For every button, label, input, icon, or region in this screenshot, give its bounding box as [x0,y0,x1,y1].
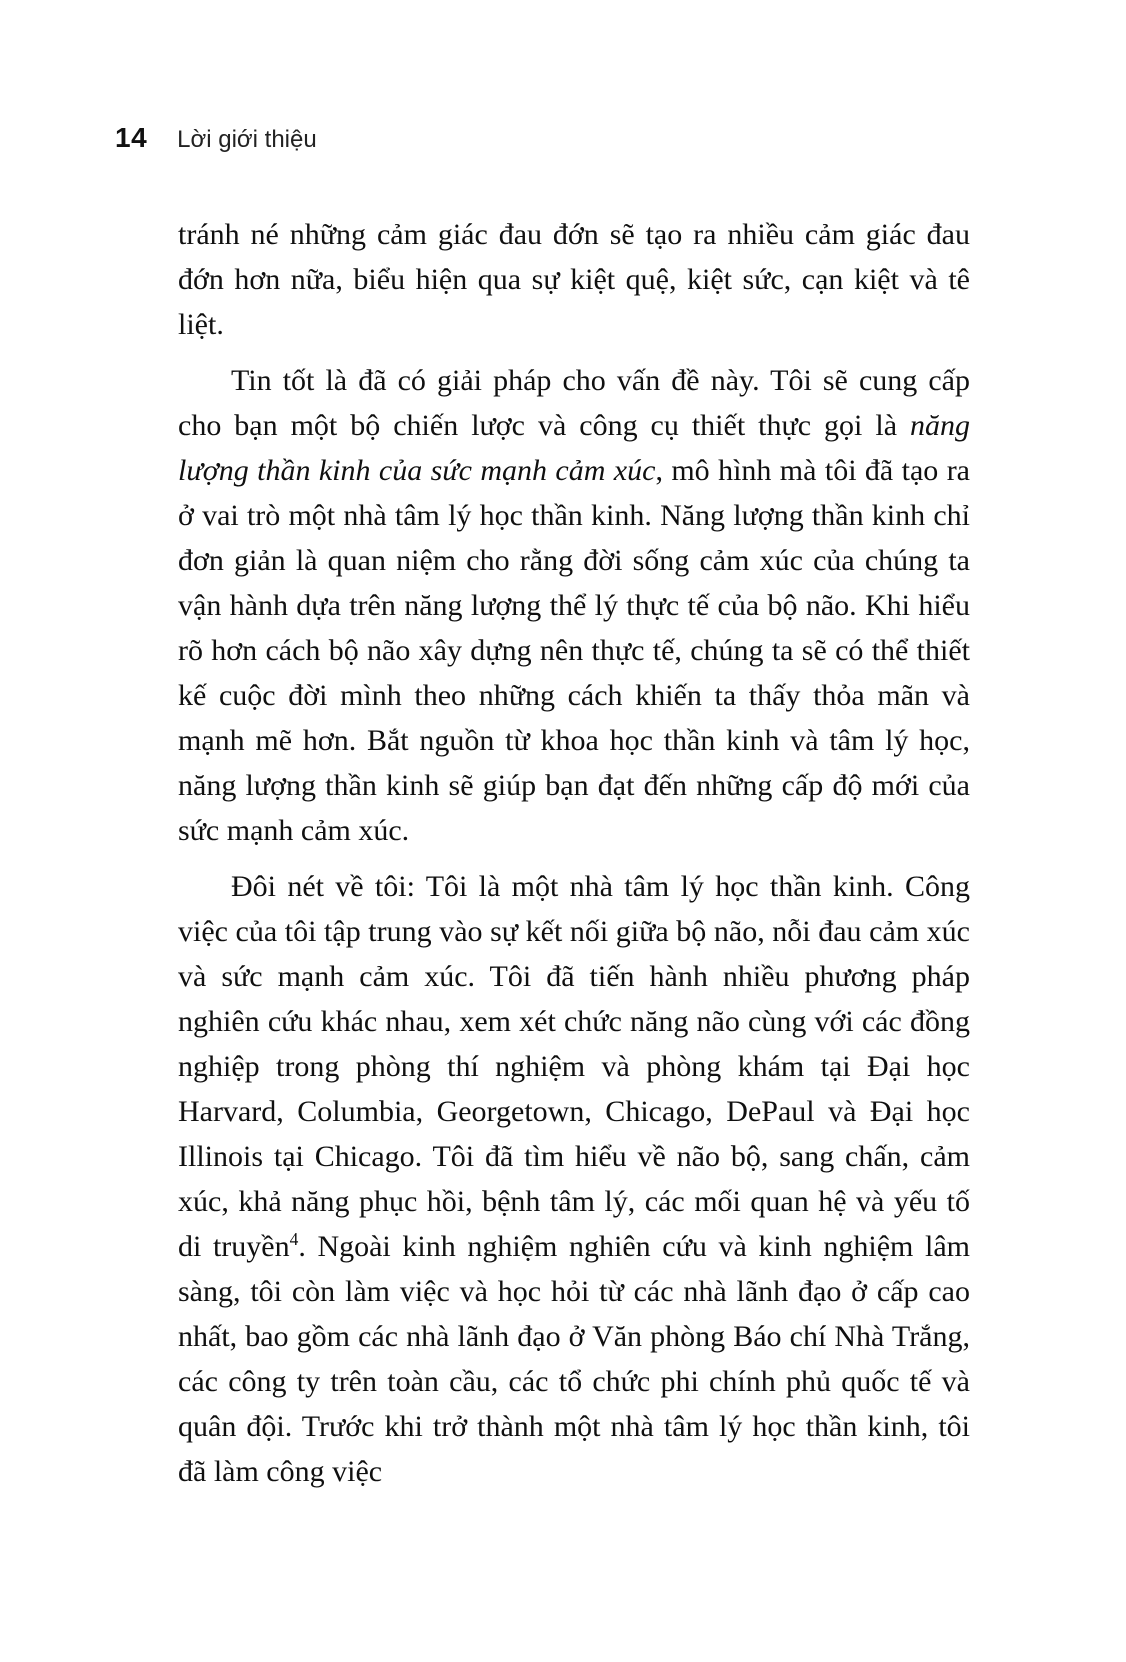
page-number: 14 [115,122,148,153]
body-text [178,212,970,1494]
text-run: . Ngoài kinh nghiệm nghiên cứu và kinh nghiệm lâm sàng, tôi còn làm việc và học hỏi từ các nhà lãnh đạo ở cấp cao nhất, bao gồm các nhà lãnh đạo ở Văn phòng Báo chí Nhà Trắng, các công ty trên toàn cầu, các tổ chức phi chính phủ quốc tế và quân đội. Trước khi trở thành một nhà tâm lý học thần kinh, tôi đã làm công việc [178,1230,970,1488]
paragraph [178,358,970,853]
text-run: Tin tốt là đã có giải pháp cho vấn đề này. Tôi sẽ cung cấp cho bạn một bộ chiến lược và công cụ thiết thực gọi là [178,364,970,442]
text-run: năng lượng thần kinh của sức mạnh cảm xúc [178,409,970,487]
paragraph [178,212,970,347]
text-run: tránh né những cảm giác đau đớn sẽ tạo ra nhiều cảm giác đau đớn hơn nữa, biểu hiện qua sự kiệt quệ, kiệt sức, cạn kiệt và tê liệt. [178,218,970,341]
text-run: , mô hình mà tôi đã tạo ra ở vai trò một nhà tâm lý học thần kinh. Năng lượng thần kinh chỉ đơn giản là quan niệm cho rằng đời sống cảm xúc của chúng ta vận hành dựa trên năng lượng thể lý thực tế của bộ não. Khi hiểu rõ hơn cách bộ não xây dựng nên thực tế, chúng ta sẽ có thể thiết kế cuộc đời mình theo những cách khiến ta thấy thỏa mãn và mạnh mẽ hơn. Bắt nguồn từ khoa học thần kinh và tâm lý học, năng lượng thần kinh sẽ giúp bạn đạt đến những cấp độ mới của sức mạnh cảm xúc. [178,454,970,847]
text-run: Đôi nét về tôi: Tôi là một nhà tâm lý học thần kinh. Công việc của tôi tập trung vào sự kết nối giữa bộ não, nỗi đau cảm xúc và sức mạnh cảm xúc. Tôi đã tiến hành nhiều phương pháp nghiên cứu khác nhau, xem xét chức năng não cùng với các đồng nghiệp trong phòng thí nghiệm và phòng khám tại Đại học Harvard, Columbia, Georgetown, Chicago, DePaul và Đại học Illinois tại Chicago. Tôi đã tìm hiểu về não bộ, sang chấn, cảm xúc, khả năng phục hồi, bệnh tâm lý, các mối quan hệ và yếu tố di truyền [178,870,970,1263]
paragraph [178,864,970,1494]
footnote-reference: 4 [289,1229,299,1249]
section-title: Lời giới thiệu [177,126,317,153]
running-header [115,122,317,154]
